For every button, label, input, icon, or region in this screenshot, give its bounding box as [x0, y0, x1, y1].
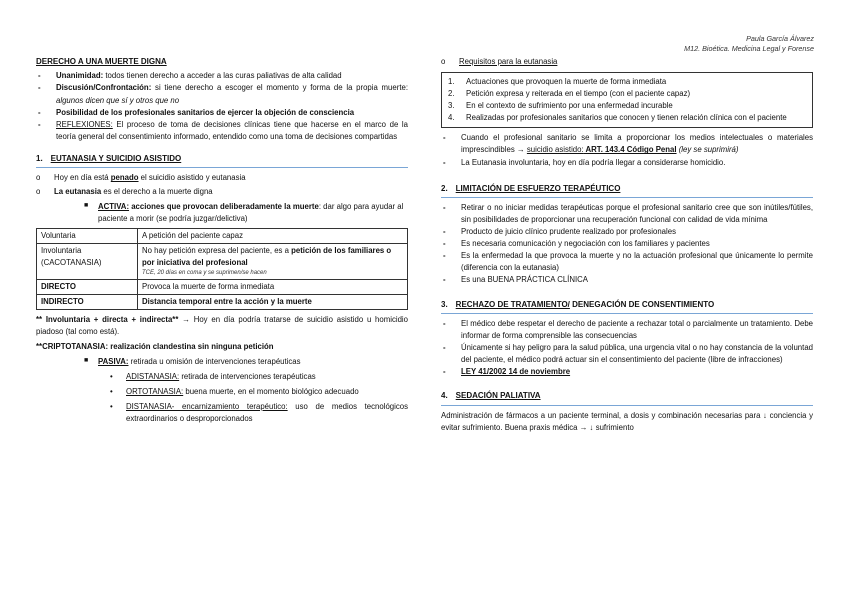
left-column [36, 56, 408, 425]
list-item: - Es necesaria comunicación y negociación con los familiares y pacientes [443, 239, 710, 249]
list-item: o Hoy en día está penado el suicidio asistido y eutanasia [36, 173, 246, 183]
list-item: - Posibilidad de los profesionales sanitarios de ejercer la objeción de consciencia [38, 107, 355, 117]
list-item: - Discusión/Confrontación: si tiene derecho a escoger el momento y forma de la propia muerte: algunos dicen que sí y otros que no [38, 83, 408, 105]
list-item: ■ PASIVA: retirada u omisión de intervenciones terapéuticas [84, 357, 301, 367]
section-heading-3: 3. RECHAZO DE TRATAMIENTO/ DENEGACIÓN DE CONSENTIMIENTO [441, 299, 813, 314]
euthanasia-table [36, 228, 408, 311]
list-item: 3. En el contexto de sufrimiento por una enfermedad incurable [448, 101, 673, 111]
page-header [684, 34, 814, 53]
list-item: ■ ACTIVA: acciones que provocan deliberadamente la muerte: dar algo para ayudar al paciente a morir (se podría juzgar/delictiva) [84, 202, 404, 224]
list-item: o La eutanasia es el derecho a la muerte digna [36, 187, 213, 197]
list-item: - Retirar o no iniciar medidas terapéuticas porque el profesional sanitario cree que son inútiles/fútiles, sin posibilidades de proporcionar una recuperación funcional con calidad de vida mínima [443, 203, 813, 225]
list-item: - Es la enfermedad la que provoca la muerte y no la actuación profesional que únicamente lo permite (diferencia con la eutanasia) [443, 251, 813, 273]
table-row: Voluntaria A petición del paciente capaz [37, 228, 408, 243]
list-item: - LEY 41/2002 14 de noviembre [443, 367, 571, 377]
table-row: INDIRECTO Distancia temporal entre la acción y la muerte [37, 295, 408, 310]
list-item: 4. Realizadas por profesionales sanitarios que conocen y tienen relación clínica con el paciente [448, 113, 787, 123]
list-item: - Unanimidad: todos tienen derecho a acceder a las curas paliativas de alta calidad [38, 71, 342, 81]
list-item: - Es una BUENA PRÁCTICA CLÍNICA [443, 275, 588, 285]
list-item: • ORTOTANASIA: buena muerte, en el momento biológico adecuado [110, 386, 359, 396]
section-heading-4: 4. SEDACIÓN PALIATIVA [441, 390, 813, 405]
list-item: • ADISTANASIA: retirada de intervenciones terapéuticas [110, 371, 316, 381]
table-row: Involuntaria (CACOTANASIA) No hay petición expresa del paciente, es a petición de los familiares o por iniciativa del profesional TCE, 20 días en coma y se suprimen/se hacen [37, 243, 408, 279]
table-row: DIRECTO Provoca la muerte de forma inmediata [37, 280, 408, 295]
course-name: M12. Bioética. Medicina Legal y Forense [684, 43, 814, 53]
list-item: - REFLEXIONES: El proceso de toma de decisiones clínicas tiene que hacerse en el marco de la teoría general del consentimiento informado, entendido como una toma de decisiones compartidas [38, 119, 408, 141]
list-item: 2. Petición expresa y reiterada en el tiempo (con el paciente capaz) [448, 89, 691, 99]
right-column [441, 56, 813, 434]
list-item: 1. Actuaciones que provoquen la muerte de forma inmediata [448, 77, 667, 87]
list-item: - El médico debe respetar el derecho de paciente a rechazar total o parcialmente un tratamiento. Debe informar de forma comprensible las consecuencias [443, 318, 813, 341]
sedation-paragraph: Administración de fármacos a un paciente terminal, a dosis y combinación necesarias para ↓ conciencia y evitar sufrimiento. Buena praxis médica → ↓ sufrimiento [441, 410, 813, 432]
list-item: - La Eutanasia involuntaria, hoy en día podría llegar a considerarse homicidio. [443, 157, 726, 167]
list-item: - Cuando el profesional sanitario se limita a proporcionar los medios intelectuales o materiales imprescindibles → suicidio asistido: ART. 143.4 Código Penal (ley se suprimirá) [443, 133, 813, 155]
section-heading-2: 2. LIMITACIÓN DE ESFUERZO TERAPÉUTICO [441, 183, 813, 198]
requirements-heading: o Requisitos para la eutanasia [441, 57, 558, 66]
section-heading-1: 1. EUTANASIA Y SUICIDIO ASISTIDO [36, 153, 408, 168]
note-criptotanasia: **CRIPTOTANASIA: realización clandestina sin ninguna petición [36, 342, 274, 352]
requirements-box [441, 72, 813, 128]
note-involuntaria: ** Involuntaria + directa + indirecta** → Hoy en día podría tratarse de suicidio asistido u homicidio piadoso (tal como está). [36, 315, 408, 337]
list-item: - Producto de juicio clínico prudente realizado por profesionales [443, 227, 676, 237]
list-item: • DISTANASIA- encarnizamiento terapéutico: uso de medios tecnológicos extraordinarios o desproporcionados [110, 401, 408, 423]
author-name: Paula García Álvarez [746, 34, 814, 43]
page-title: DERECHO A UNA MUERTE DIGNA [36, 57, 167, 66]
list-item: - Únicamente si hay peligro para la salud pública, una urgencia vital o no hay constancia de la voluntad del paciente, el médico podrá actuar sin el consentimiento del paciente (libre de infracciones) [443, 343, 813, 365]
